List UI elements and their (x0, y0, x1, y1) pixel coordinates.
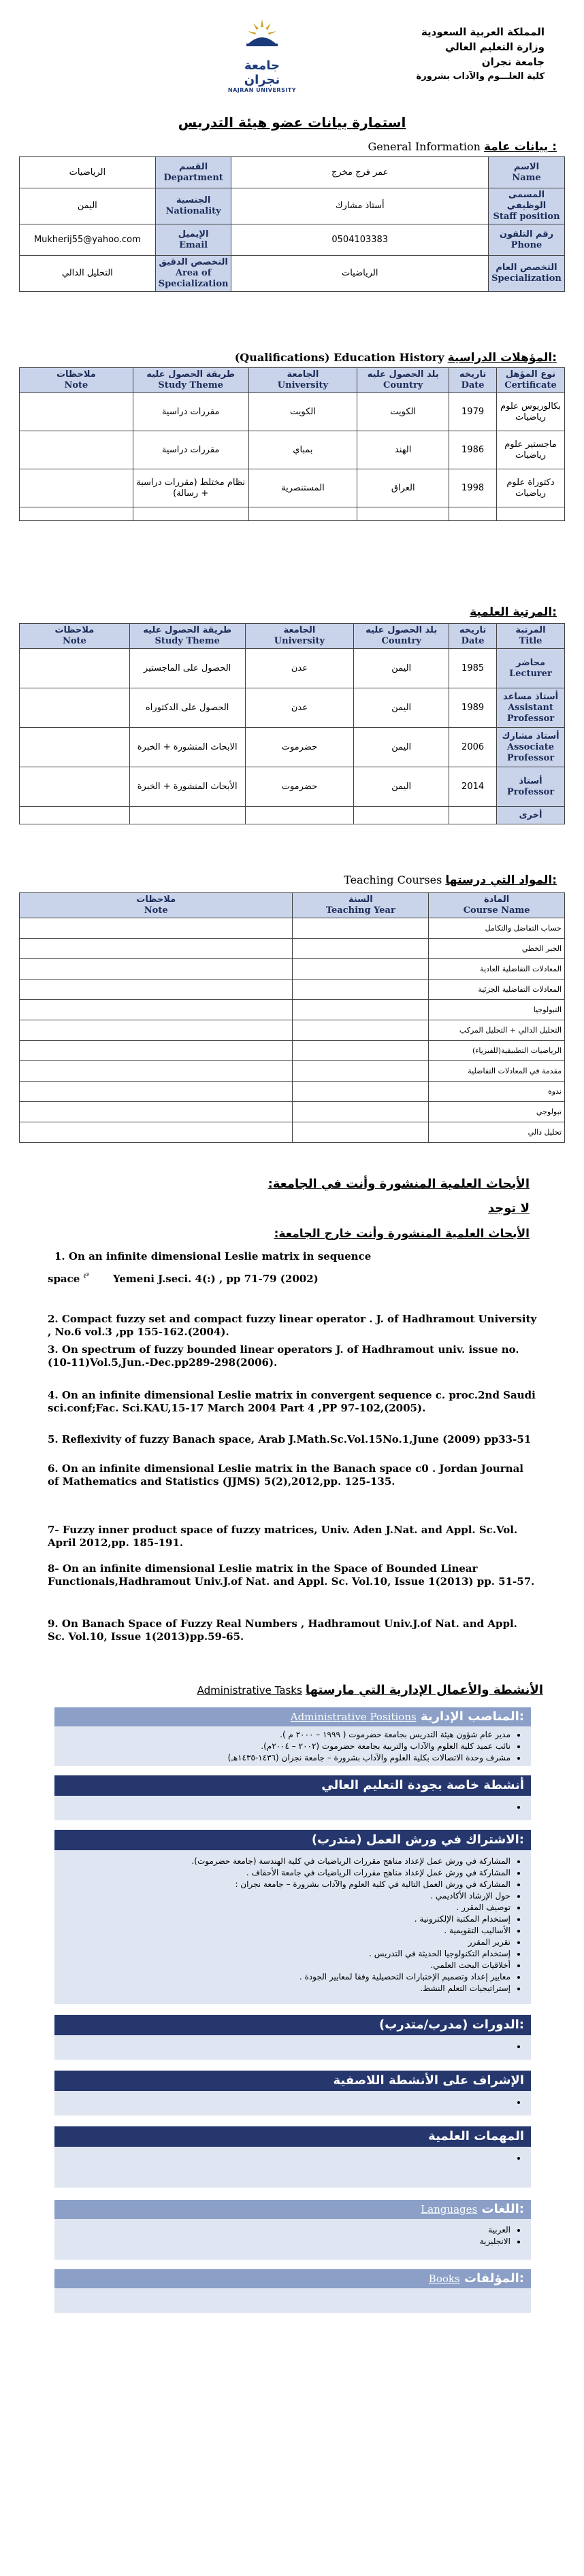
publication-7: 7- Fuzzy inner product space of fuzzy matrices, Univ. Aden J.Nat. and Appl. Sc.Vol. April 2012,pp. 185-191. (48, 1524, 518, 1549)
table-cell (20, 431, 133, 469)
course-year-cell (293, 1061, 429, 1082)
table-row (20, 767, 565, 807)
list-item: • إستخدام المكتبة الإلكترونية . (61, 1913, 510, 1925)
table-cell (20, 807, 130, 824)
course-name-cell: التبولوجيا (429, 1000, 565, 1020)
column-header (129, 624, 245, 649)
table-cell: اليمن (354, 688, 449, 728)
courses-title-en: Teaching Courses (344, 873, 442, 886)
table-header-row (20, 624, 565, 649)
general-info-row (20, 188, 565, 224)
header-text-block (299, 24, 545, 84)
table-cell (20, 649, 130, 688)
table-cell (20, 469, 133, 507)
table-cell (20, 393, 133, 431)
label-ar: رقم التلفون (499, 229, 554, 239)
table-cell: 2006 (449, 728, 497, 767)
column-header (429, 893, 565, 918)
table-cell: 1979 (449, 393, 497, 431)
general-value-left: الرياضيات (231, 256, 489, 292)
publication-1-journal: Yemeni J.seci. 4(:) , pp 71-79 (2002) (112, 1273, 319, 1285)
table-row (20, 807, 565, 824)
label-ar: القسم (179, 161, 208, 172)
table-cell: مقررات دراسية (133, 393, 248, 431)
list-item: • أخلاقيات البحث العلمي. (61, 1960, 510, 1971)
empty-bullet (61, 2152, 510, 2164)
course-note-cell (20, 959, 293, 980)
list-item: • المشاركة في ورش عمل لإعداد مناهج مقررات الرياضيات في جامعة الأحقاف . (61, 1867, 510, 1879)
rank-ar: أخرى (519, 809, 542, 820)
general-label-right (155, 224, 231, 256)
publication-6: 6. On an infinite dimensional Leslie matrix in the Banach space c0 . Jordan Journal of Mathematics and Statistics (JJMS) 5(2),2012,pp. 125-135. (48, 1462, 523, 1488)
table-row (20, 959, 565, 980)
table-row (20, 649, 565, 688)
table-row (20, 1061, 565, 1082)
table-row (20, 1020, 565, 1041)
quality-activities-header: أنشطة خاصة بجودة التعليم العالي (54, 1775, 531, 1796)
admin-title-ar: الأنشطة والأعمال الإدارية التي مارستها (305, 1683, 543, 1697)
course-year-cell (293, 1041, 429, 1061)
header-ar: الجامعة (287, 369, 319, 380)
header-ar: المادة (483, 894, 510, 905)
general-label-right (155, 157, 231, 188)
header-en: University (277, 380, 328, 390)
qualifications-table (19, 367, 565, 521)
header-en: Note (62, 636, 86, 646)
header-en: Certificate (504, 380, 557, 390)
header-ar: ملاحظات (136, 894, 176, 905)
header-en: Note (64, 380, 88, 390)
list-item: • الانجليزية (61, 2236, 510, 2247)
logo-emblem-icon (238, 14, 286, 54)
course-year-cell (293, 1020, 429, 1041)
course-name-cell: المعادلات التفاضلية العادية (429, 959, 565, 980)
workshops-list (54, 1850, 531, 2000)
header-en: Title (519, 636, 542, 646)
list-item: • نائب عميد كلية العلوم والآداب والتربية بجامعة حضرموت (٢٠٠٢ – ٢٠٠٤م). (61, 1741, 510, 1752)
table-cell: 2014 (449, 767, 497, 807)
table-cell (248, 507, 357, 521)
general-label-left (488, 256, 564, 292)
admin-positions-title-ar: المناصب الإدارية: (420, 1709, 524, 1724)
table-cell: نظام مختلط (مقررات دراسية + رسالة) (133, 469, 248, 507)
general-value-left: عمر فرج مخرج (231, 157, 489, 188)
header-line-college: كلية العلـــوم والآداب بشرورة (416, 71, 545, 82)
course-note-cell (20, 918, 293, 939)
column-header (20, 624, 130, 649)
publication-8: 8- On an infinite dimensional Leslie matrix in the Space of Bounded Linear Functionals,Hadhramout Univ.J.of Nat. and Appl. Sc. Vol.10, Issue 1(2013) pp. 51-57. (48, 1562, 535, 1588)
quality-activities-panel (54, 1796, 531, 1820)
table-cell (497, 649, 565, 688)
label-ar: الاسم (513, 161, 540, 172)
publication-2: 2. Compact fuzzy set and compact fuzzy linear operator . J. of Hadhramout University , No.6 vol.3 ,pp 155-162.(2004). (48, 1313, 537, 1338)
empty-bullet (61, 2096, 510, 2108)
table-cell (20, 507, 133, 521)
course-note-cell (20, 1102, 293, 1122)
ranks-title-ar: المرتبة العلمية: (470, 605, 557, 619)
general-label-left (488, 157, 564, 188)
table-cell: الكويت (248, 393, 357, 431)
column-header (20, 893, 293, 918)
general-info-row (20, 224, 565, 256)
general-value-right: اليمن (20, 188, 156, 224)
general-info-heading (80, 140, 557, 154)
column-header (354, 624, 449, 649)
course-name-cell: ندوة (429, 1082, 565, 1102)
table-cell (20, 767, 130, 807)
table-cell: دكتوراة علوم رياضيات (497, 469, 565, 507)
admin-title-en: Administrative Tasks (197, 1684, 302, 1696)
list-item: • الأساليب التقويمية . (61, 1925, 510, 1937)
rank-ar: أستاذ مشارك (502, 731, 559, 741)
general-label-right (155, 188, 231, 224)
table-cell: الكويت (357, 393, 449, 431)
table-cell (497, 807, 565, 824)
label-ar: المسمى الوظيفي (506, 190, 547, 211)
qualifications-heading (39, 351, 557, 365)
header-ar: السنة (348, 894, 373, 905)
course-year-cell (293, 1000, 429, 1020)
courses-table (19, 892, 565, 1143)
general-value-left: أستاذ مشارك (231, 188, 489, 224)
general-label-left (488, 188, 564, 224)
label-ar: التخصص الدقيق (159, 257, 228, 267)
list-item: • معايير إعداد وتصميم الإختبارات التحصيلية وفقا لمعايير الجودة . (61, 1971, 510, 1983)
qualifications-title-ar: المؤهلات الدراسية: (447, 351, 557, 365)
table-cell (449, 807, 497, 824)
table-cell: الحصول على الدكتوراه (129, 688, 245, 728)
table-row (20, 939, 565, 959)
header-ar: طريقة الحصول عليه (146, 369, 236, 380)
table-row (20, 431, 565, 469)
course-note-cell (20, 1122, 293, 1143)
rank-ar: أستاذ (519, 775, 542, 786)
rank-ar: أستاذ مساعد (502, 691, 559, 702)
books-panel (54, 2288, 531, 2313)
list-item: • العربية (61, 2224, 510, 2236)
rank-en: Assistant Professor (506, 702, 555, 724)
publication-4: 4. On an infinite dimensional Leslie matrix in convergent sequence c. proc.2nd Saudi sci.conf;Fac. Sci.KAU,15-17 March 2004 Part 4 ,PP 97-102,(2005). (48, 1389, 536, 1414)
course-name-cell: حساب التفاضل والتكامل (429, 918, 565, 939)
label-en: Department (163, 172, 223, 183)
course-note-cell (20, 980, 293, 1000)
table-cell: الابحاث المنشورة + الخبرة (129, 728, 245, 767)
list-item: • المشاركة في ورش العمل التالية في كلية العلوم والآداب بشرورة – جامعة نجران : (61, 1879, 510, 1890)
publication-9: 9. On Banach Space of Fuzzy Real Numbers , Hadhramout Univ.J.of Nat. and Appl. Sc. Vol.10, Issue 1(2013)pp.59-65. (48, 1618, 517, 1643)
publication-5: 5. Reflexivity of fuzzy Banach space, Arab J.Math.Sc.Vol.15No.1,June (2009) pp33-51 (48, 1433, 532, 1445)
column-header (133, 368, 248, 393)
table-cell: عدن (245, 688, 354, 728)
general-value-right: التحليل الدالي (20, 256, 156, 292)
list-item: • تقرير المقرر (61, 1937, 510, 1948)
table-row (20, 1041, 565, 1061)
books-title-ar: المؤلفات: (464, 2271, 524, 2286)
courses-title-ar: المواد التي درستها: (445, 873, 557, 887)
table-row (20, 688, 565, 728)
publication-3: 3. On spectrum of fuzzy bounded linear operators J. of Hadhramout univ. issue no.(10-11)Vol.5,Jun.-Dec.pp289-298(2006). (48, 1343, 519, 1369)
column-header (357, 368, 449, 393)
table-cell: الهند (357, 431, 449, 469)
table-cell: اليمن (354, 728, 449, 767)
list-item: • إستراتيجيات التعلم النشط. (61, 1983, 510, 1994)
research-in-university-title: الأبحاث العلمية المنشورة وأنت في الجامعة: (267, 1177, 530, 1191)
label-ar: التخصص العام (496, 263, 557, 273)
label-ar: الإيميل (178, 229, 209, 239)
extracurricular-header: الإشراف على الأنشطة اللاصفية (54, 2071, 531, 2091)
table-cell (20, 728, 130, 767)
workshops-header: الاشتراك في ورش العمل (متدرب): (54, 1830, 531, 1850)
table-cell: 1985 (449, 649, 497, 688)
general-label-left (488, 224, 564, 256)
table-cell: 1989 (449, 688, 497, 728)
rank-ar: محاضر (516, 657, 545, 668)
table-cell: اليمن (354, 649, 449, 688)
label-en: Staff position (493, 212, 560, 222)
header-en: Study Theme (155, 636, 220, 646)
course-note-cell (20, 1061, 293, 1082)
course-name-cell: التحليل الدالي + التحليل المركب (429, 1020, 565, 1041)
admin-positions-list (54, 1726, 531, 1769)
column-header (497, 368, 565, 393)
admin-heading (26, 1683, 543, 1697)
table-cell (449, 507, 497, 521)
list-item: • المشاركة في ورش عمل لإعداد مناهج مقررات الرياضيات في كلية الهندسة (جامعة حضرموت). (61, 1856, 510, 1867)
table-cell (497, 767, 565, 807)
table-cell (129, 807, 245, 824)
table-cell (245, 807, 354, 824)
course-note-cell (20, 1082, 293, 1102)
general-info-title-en: General Information (368, 140, 481, 153)
course-name-cell: المعادلات التفاضلية الجزئية (429, 980, 565, 1000)
research-none-text: لا توجد (487, 1201, 530, 1216)
column-header (248, 368, 357, 393)
header-en: Country (383, 380, 423, 390)
course-name-cell: الرياضيات التطبيقية(للفيزياء) (429, 1041, 565, 1061)
header-en: Note (144, 905, 168, 916)
table-cell: عدن (245, 649, 354, 688)
header-en: Date (461, 380, 485, 390)
list-item: • إستخدام التكنولوجيا الحديثة في التدريس . (61, 1948, 510, 1960)
header-ar: طريقة الحصول عليه (143, 625, 232, 635)
course-year-cell (293, 918, 429, 939)
header-line-university: جامعة نجران (481, 56, 545, 68)
general-value-right: Mukherij55@yahoo.com (20, 224, 156, 256)
table-row (20, 980, 565, 1000)
table-cell: العراق (357, 469, 449, 507)
header-ar: المرتبة (515, 625, 546, 635)
column-header (20, 368, 133, 393)
courses-heading (80, 873, 557, 887)
table-cell: 1998 (449, 469, 497, 507)
general-label-right (155, 256, 231, 292)
course-year-cell (293, 1102, 429, 1122)
publication-1-title: 1. On an infinite dimensional Leslie matrix in sequence (54, 1250, 372, 1262)
admin-positions-panel (54, 1726, 531, 1766)
table-row (20, 1082, 565, 1102)
header-ar: ملاحظات (56, 369, 96, 380)
training-courses-panel (54, 2035, 531, 2060)
table-cell: الحصول على الماجستير (129, 649, 245, 688)
table-cell (497, 728, 565, 767)
header-ar: الجامعة (283, 625, 316, 635)
research-outside-university-title: الأبحاث العلمية المنشورة وأنت خارج الجامعة: (274, 1227, 530, 1241)
workshops-panel (54, 1850, 531, 2004)
table-row (20, 393, 565, 431)
form-title: استمارة بيانات عضو هيئة التدريس (178, 114, 406, 131)
publication-1-space: space (48, 1273, 80, 1285)
course-year-cell (293, 1122, 429, 1143)
extracurricular-panel (54, 2091, 531, 2115)
course-year-cell (293, 939, 429, 959)
list-item: • مشرف وحدة الاتصالات بكلية العلوم والآداب بشرورة – جامعة نجران (١٤٣٦-١٤٣٥هـ) (61, 1752, 510, 1764)
table-cell (354, 807, 449, 824)
table-cell: 1986 (449, 431, 497, 469)
header-en: Country (381, 636, 421, 646)
header-en: Teaching Year (325, 905, 395, 916)
header-line-kingdom: المملكة العربية السعودية (421, 26, 545, 38)
column-header (497, 624, 565, 649)
table-header-row (20, 368, 565, 393)
label-en: Email (179, 239, 208, 250)
course-year-cell (293, 1082, 429, 1102)
course-name-cell: تحليل دالي (429, 1122, 565, 1143)
training-courses-header: الدورات (مدرب/متدرب): (54, 2015, 531, 2035)
table-cell: اليمن (354, 767, 449, 807)
university-logo (225, 14, 299, 95)
header-ar: نوع المؤهل (505, 369, 556, 380)
languages-list (54, 2219, 531, 2253)
general-info-table (19, 156, 565, 292)
languages-panel (54, 2219, 531, 2260)
course-name-cell: مقدمة في المعادلات التفاضلية (429, 1061, 565, 1082)
label-ar: الجنسية (176, 195, 211, 205)
course-name-cell: تبولوجي (429, 1102, 565, 1122)
label-en: Area of Specialization (158, 268, 229, 289)
rank-en: Associate Professor (506, 741, 555, 763)
languages-header (54, 2200, 531, 2219)
table-cell (497, 507, 565, 521)
header-en: University (274, 636, 325, 646)
header-ar: بلد الحصول عليه (366, 625, 438, 635)
languages-title-ar: اللغات: (481, 2202, 524, 2216)
table-header-row (20, 893, 565, 918)
header-en: Date (461, 636, 485, 646)
table-cell: حضرموت (245, 728, 354, 767)
column-header (449, 624, 497, 649)
table-cell (497, 688, 565, 728)
empty-bullet (61, 2041, 510, 2052)
header-en: Course Name (463, 905, 530, 916)
languages-title-en: Languages (421, 2203, 478, 2215)
course-note-cell (20, 939, 293, 959)
label-en: Name (512, 172, 541, 183)
table-cell: المستنصرية (248, 469, 357, 507)
course-year-cell (293, 980, 429, 1000)
list-item: • توصيف المقرر . (61, 1902, 510, 1913)
table-row (20, 1000, 565, 1020)
table-cell (20, 688, 130, 728)
admin-positions-header (54, 1707, 531, 1726)
list-item: • مدير عام شؤون هيئة التدريس بجامعة حضرموت ( ١٩٩٩ – ٢٠٠٠ م ). (61, 1729, 510, 1741)
books-header (54, 2269, 531, 2288)
table-cell: الأبحاث المنشورة + الخبرة (129, 767, 245, 807)
general-info-row (20, 157, 565, 188)
books-title-en: Books (428, 2273, 460, 2285)
label-en: Specialization (491, 273, 562, 284)
column-header (245, 624, 354, 649)
table-cell: مقررات دراسية (133, 431, 248, 469)
label-en: Nationality (165, 206, 221, 216)
header-ar: بلد الحصول عليه (367, 369, 439, 380)
ranks-heading (80, 605, 557, 619)
general-info-title-ar: بيانات عامة : (483, 140, 557, 154)
column-header (293, 893, 429, 918)
scientific-tasks-header: المهمات العلمية (54, 2126, 531, 2147)
empty-bullet (61, 1801, 510, 1813)
label-en: Phone (510, 239, 542, 250)
header-ar: ملاحظات (54, 625, 95, 635)
table-cell: بكالوريوس علوم رياضيات (497, 393, 565, 431)
header-en: Study Theme (158, 380, 223, 390)
table-row (20, 918, 565, 939)
logo-arabic-text: جامعة نجران (244, 58, 280, 87)
course-name-cell: الجبر الخطي (429, 939, 565, 959)
ranks-table (19, 623, 565, 824)
course-year-cell (293, 959, 429, 980)
list-item: • حول الإرشاد الأكاديمي . (61, 1890, 510, 1902)
general-value-right: الرياضيات (20, 157, 156, 188)
qualifications-title-en: (Qualifications) Education History (234, 351, 444, 364)
course-note-cell (20, 1020, 293, 1041)
scientific-tasks-panel (54, 2147, 531, 2188)
admin-positions-title-en: Administrative Positions (290, 1711, 417, 1723)
table-cell: بمباي (248, 431, 357, 469)
course-note-cell (20, 1000, 293, 1020)
header-ar: تاريخه (459, 625, 487, 635)
publication-1: 1. On an infinite dimensional Leslie matrix in sequence space $^{\ell^2}$ Yemeni J.seci. 4(:) , pp 71-79 (2002) (48, 1250, 538, 1286)
general-info-row (20, 256, 565, 292)
rank-en: Professor (506, 786, 555, 797)
table-row (20, 507, 565, 521)
table-cell (133, 507, 248, 521)
header-ar: تاريخه (459, 369, 487, 380)
table-row (20, 1102, 565, 1122)
logo-english-text: NAJRAN UNIVERSITY (227, 87, 297, 93)
table-row (20, 1122, 565, 1143)
table-row (20, 469, 565, 507)
rank-en: Lecturer (509, 668, 552, 679)
table-cell: حضرموت (245, 767, 354, 807)
table-cell: ماجستير علوم رياضيات (497, 431, 565, 469)
table-cell (357, 507, 449, 521)
header-line-ministry: وزارة التعليم العالي (444, 41, 545, 53)
table-row (20, 728, 565, 767)
column-header (449, 368, 497, 393)
course-note-cell (20, 1041, 293, 1061)
general-value-left: 0504103383 (231, 224, 489, 256)
